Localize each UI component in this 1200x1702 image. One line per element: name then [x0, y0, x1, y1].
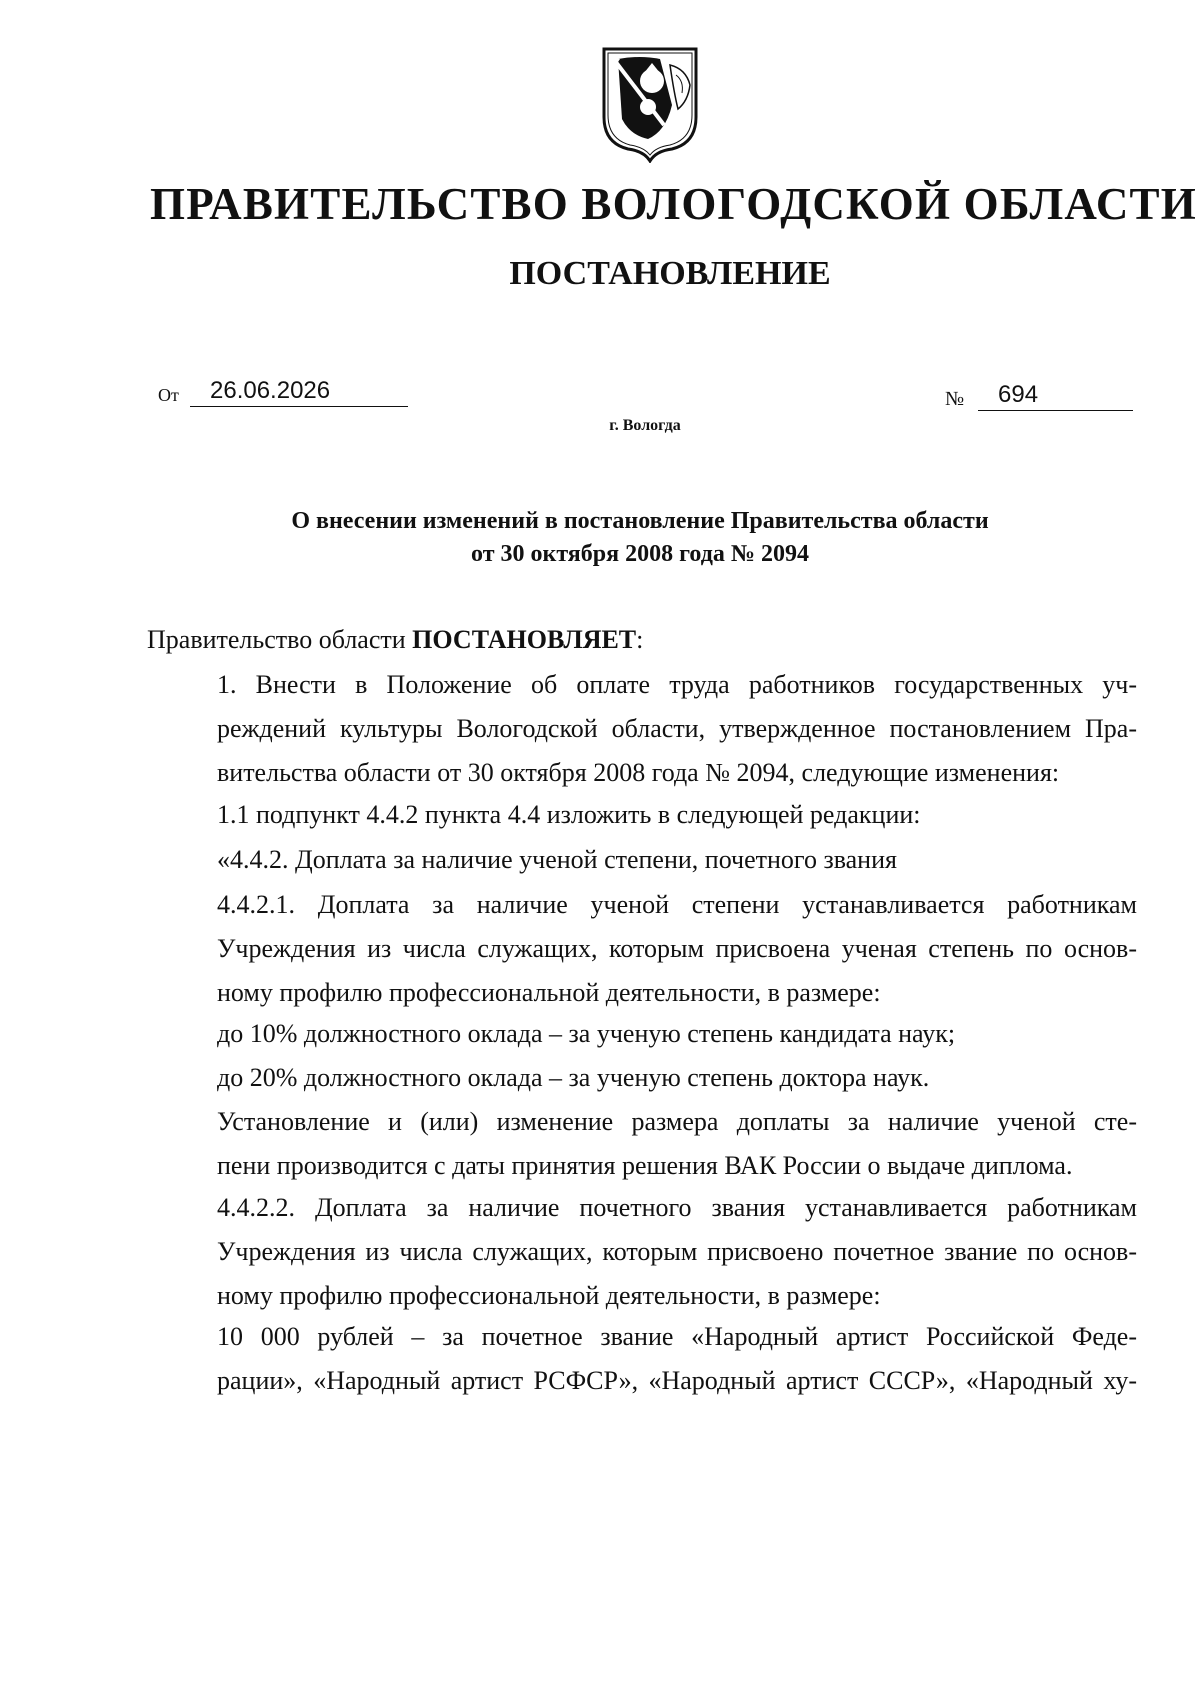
text-line: 4.4.2.1. Доплата за наличие ученой степени устанавливается работникам	[217, 890, 1137, 919]
text-line: 10 000 рублей – за почетное звание «Народный артист Российской Феде-	[217, 1322, 1137, 1351]
preamble-text: Правительство области	[147, 625, 413, 654]
shield-icon	[600, 45, 700, 163]
organization-title: ПРАВИТЕЛЬСТВО ВОЛОГОДСКОЙ ОБЛАСТИ	[150, 179, 1197, 229]
text-line: 1. Внести в Положение об оплате труда работников государственных уч-	[217, 670, 1137, 699]
number-label: №	[945, 388, 965, 410]
text-line: до 20% должностного оклада – за ученую степень доктора наук.	[217, 1063, 930, 1092]
paragraph	[147, 1100, 1137, 1188]
city: г. Вологда	[609, 417, 681, 434]
text-line: рации», «Народный артист РСФСР», «Народный артист СССР», «Народный ху-	[217, 1366, 1137, 1395]
coat-of-arms-emblem	[600, 45, 700, 163]
text-line: пени производится с даты принятия решения ВАК России о выдаче диплома.	[217, 1151, 1073, 1180]
text-line: 4.4.2.2. Доплата за наличие почетного звания устанавливается работникам	[217, 1193, 1137, 1222]
text-line: Учреждения из числа служащих, которым присвоена ученая степень по основ-	[217, 934, 1137, 963]
text-line: реждений культуры Вологодской области, утвержденное постановлением Пра-	[217, 714, 1137, 743]
text-line: 1.1 подпункт 4.4.2 пункта 4.4 изложить в следующей редакции:	[217, 800, 921, 829]
text-line: Учреждения из числа служащих, которым присвоено почетное звание по основ-	[217, 1237, 1137, 1266]
text-line: Установление и (или) изменение размера доплаты за наличие ученой сте-	[217, 1107, 1137, 1136]
paragraph	[147, 883, 1137, 1015]
text-line: «4.4.2. Доплата за наличие ученой степени, почетного звания	[217, 845, 897, 874]
paragraph	[147, 838, 1137, 882]
text-line: вительства области от 30 октября 2008 года № 2094, следующие изменения:	[217, 758, 1060, 787]
preamble-colon: :	[636, 625, 644, 654]
document-type: ПОСТАНОВЛЕНИЕ	[509, 255, 831, 292]
preamble	[147, 625, 643, 655]
text-line: до 10% должностного оклада – за ученую степень кандидата наук;	[217, 1019, 956, 1048]
paragraph	[147, 1315, 1137, 1403]
document-number: 694	[978, 380, 1133, 411]
paragraph	[147, 793, 1137, 837]
paragraph	[147, 1056, 1137, 1100]
preamble-emphasis: ПОСТАНОВЛЯЕТ	[412, 625, 637, 654]
date-label: От	[158, 385, 179, 405]
subject-line: от 30 октября 2008 года № 2094	[471, 541, 809, 567]
paragraph	[147, 1012, 1137, 1056]
subject-line: О внесении изменений в постановление Правительства области	[291, 508, 989, 534]
document-subject	[150, 505, 1130, 571]
text-line: ному профилю профессиональной деятельности, в размере:	[217, 1281, 881, 1310]
document-date: 26.06.2026	[190, 376, 408, 407]
paragraph	[147, 1186, 1137, 1318]
paragraph	[147, 663, 1137, 795]
text-line: ному профилю профессиональной деятельности, в размере:	[217, 978, 881, 1007]
